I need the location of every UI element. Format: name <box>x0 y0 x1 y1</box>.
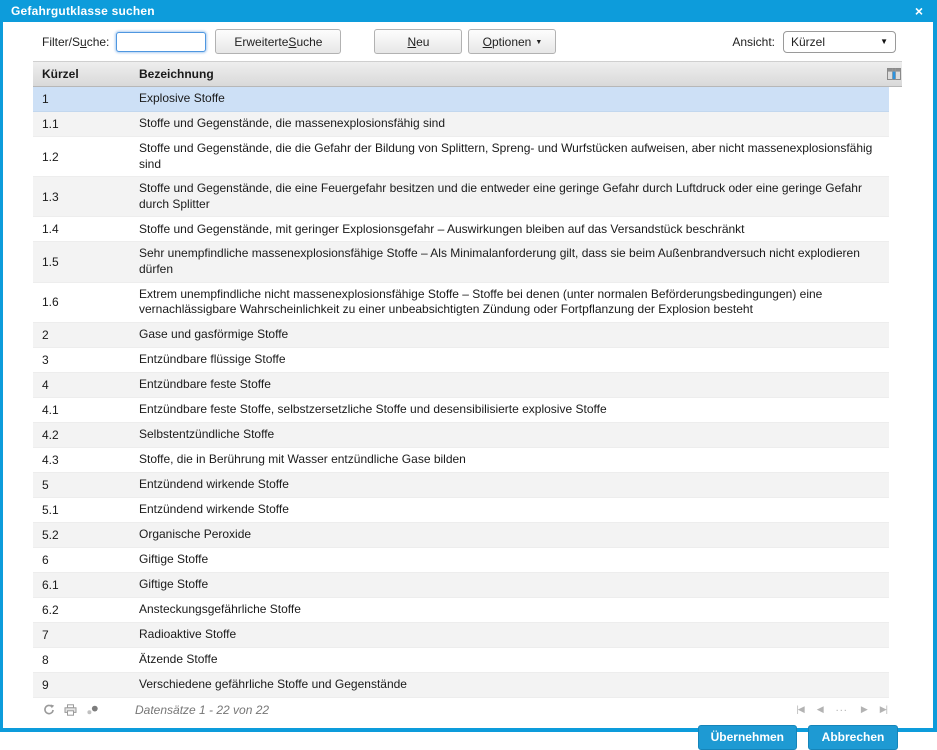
toolbar <box>3 22 933 61</box>
row-kuerzel-cell: 2 <box>42 327 49 342</box>
row-bezeichnung-cell: Explosive Stoffe <box>139 91 225 106</box>
last-page-icon[interactable]: ▶| <box>879 704 887 715</box>
table-row[interactable] <box>33 283 889 323</box>
table-row[interactable] <box>33 137 889 177</box>
row-kuerzel-cell: 1.5 <box>42 254 59 269</box>
table-row[interactable] <box>33 548 889 573</box>
next-page-icon[interactable]: ▶ <box>860 704 867 715</box>
row-bezeichnung-cell: Entzündend wirkende Stoffe <box>139 501 289 516</box>
row-bezeichnung-cell: Entzündend wirkende Stoffe <box>139 476 289 491</box>
table-row[interactable] <box>33 217 889 242</box>
dialog-title: Gefahrgutklasse suchen <box>11 4 155 18</box>
row-bezeichnung-cell: Sehr unempfindliche massenexplosionsfähige Stoffe – Als Minimalanforderung gilt, dass sie beim Außenbrandversuch nicht explodieren dürfen <box>139 246 860 276</box>
records-count-text: Datensätze 1 - 22 von 22 <box>135 702 270 717</box>
table-row[interactable] <box>33 323 889 348</box>
row-bezeichnung-cell: Organische Peroxide <box>139 526 252 541</box>
row-kuerzel-cell: 4.3 <box>42 452 59 467</box>
table-row[interactable] <box>33 498 889 523</box>
row-bezeichnung-cell: Entzündbare flüssige Stoffe <box>139 351 286 366</box>
page-ellipsis: ... <box>835 701 848 714</box>
row-kuerzel-cell: 1.1 <box>42 117 59 131</box>
row-kuerzel-cell: 4.2 <box>42 427 59 442</box>
row-kuerzel-cell: 7 <box>42 627 49 642</box>
row-kuerzel-cell: 5.2 <box>42 527 59 542</box>
column-header-kuerzel[interactable]: Kürzel <box>42 67 79 81</box>
row-bezeichnung-cell: Stoffe und Gegenstände, die die Gefahr der Bildung von Splittern, Spreng- und Wurfstücken aufweisen, aber nicht massenexplosionsfähig sind <box>139 141 873 171</box>
row-kuerzel-cell: 6.1 <box>42 577 59 592</box>
row-bezeichnung-cell: Giftige Stoffe <box>139 576 209 591</box>
footer-bar <box>33 703 902 717</box>
previous-page-icon[interactable]: ◀ <box>816 704 823 715</box>
apply-button[interactable]: Übernehmen <box>698 725 797 750</box>
row-kuerzel-cell: 6.2 <box>42 602 59 617</box>
row-kuerzel-cell: 9 <box>42 677 49 692</box>
row-kuerzel-cell: 1.2 <box>42 149 59 164</box>
first-page-icon[interactable]: |◀ <box>796 704 804 715</box>
row-bezeichnung-cell: Stoffe und Gegenstände, mit geringer Explosionsgefahr – Auswirkungen bleiben auf das Versandstück beschränkt <box>139 221 745 236</box>
row-kuerzel-cell: 5 <box>42 477 49 492</box>
search-input[interactable] <box>116 32 206 52</box>
print-icon[interactable] <box>64 704 77 716</box>
row-kuerzel-cell: 3 <box>42 352 49 367</box>
action-bar <box>3 725 898 750</box>
table-row[interactable] <box>33 373 889 398</box>
row-bezeichnung-cell: Stoffe und Gegenstände, die massenexplosionsfähig sind <box>139 116 445 131</box>
row-kuerzel-cell: 8 <box>42 652 49 667</box>
table-row[interactable] <box>33 598 889 623</box>
table-row[interactable] <box>33 623 889 648</box>
close-icon[interactable]: × <box>914 3 923 19</box>
row-kuerzel-cell: 5.1 <box>42 502 59 517</box>
table-row[interactable] <box>33 348 889 373</box>
row-bezeichnung-cell: Radioaktive Stoffe <box>139 626 237 641</box>
chevron-down-icon: ▼ <box>535 39 543 46</box>
footer-icons <box>33 704 99 716</box>
row-kuerzel-cell: 1.3 <box>42 189 59 204</box>
chevron-down-icon: ▼ <box>880 37 888 46</box>
view-select[interactable] <box>783 31 896 53</box>
row-bezeichnung-cell: Giftige Stoffe <box>139 551 209 566</box>
row-bezeichnung-cell: Entzündbare feste Stoffe <box>139 376 271 391</box>
cancel-button[interactable]: Abbrechen <box>808 725 898 750</box>
table-row[interactable] <box>33 87 889 112</box>
row-bezeichnung-cell: Selbstentzündliche Stoffe <box>139 426 275 441</box>
view-select-value: Kürzel <box>791 34 826 49</box>
new-button[interactable]: N eu <box>374 29 462 54</box>
row-bezeichnung-cell: Extrem unempfindliche nicht massenexplosionsfähige Stoffe – Stoffe bei denen (unter normalen Beförderungsbedingungen) eine vernachlässigbare Wahrscheinlichkeit zu einer unbeabsichtigten Zündung oder Fortpflanzung der Explosion besteht <box>139 286 823 317</box>
row-bezeichnung-cell: Stoffe, die in Berührung mit Wasser entzündliche Gase bilden <box>139 451 466 466</box>
table-header <box>33 61 902 87</box>
row-bezeichnung-cell: Ansteckungsgefährliche Stoffe <box>139 601 301 616</box>
pagination <box>796 701 902 716</box>
table-row[interactable] <box>33 448 889 473</box>
row-kuerzel-cell: 6 <box>42 552 49 567</box>
table-row[interactable] <box>33 398 889 423</box>
row-bezeichnung-cell: Stoffe und Gegenstände, die eine Feuergefahr besitzen und die entweder eine geringe Gefahr durch Luftdruck oder eine geringe Gefahr durch Splitter <box>139 181 862 211</box>
table-row[interactable] <box>33 242 889 282</box>
records-icon[interactable] <box>86 704 99 716</box>
row-bezeichnung-cell: Verschiedene gefährliche Stoffe und Gegenstände <box>139 676 407 691</box>
dialog-titlebar <box>3 0 933 22</box>
options-button[interactable]: O ptionen ▼ <box>468 29 556 54</box>
filter-label: Filter/Suche: <box>42 34 110 49</box>
row-bezeichnung-cell: Entzündbare feste Stoffe, selbstzersetzliche Stoffe und desensibilisierte explosive Stoffe <box>139 401 607 416</box>
row-kuerzel-cell: 1 <box>42 92 49 106</box>
row-kuerzel-cell: 1.4 <box>42 222 59 237</box>
table-body <box>33 87 902 698</box>
row-bezeichnung-cell: Gase und gasförmige Stoffe <box>139 326 289 341</box>
view-label: Ansicht: <box>732 34 775 49</box>
view-group <box>732 29 896 54</box>
row-kuerzel-cell: 4.1 <box>42 402 59 417</box>
table-row[interactable] <box>33 473 889 498</box>
row-bezeichnung-cell: Ätzende Stoffe <box>139 651 218 666</box>
refresh-icon[interactable] <box>43 704 55 716</box>
row-kuerzel-cell: 1.6 <box>42 295 59 310</box>
table-row[interactable] <box>33 423 889 448</box>
result-table <box>33 61 902 698</box>
table-row[interactable] <box>33 673 889 698</box>
table-row[interactable] <box>33 573 889 598</box>
advanced-search-button[interactable]: Erweiterte S uche <box>215 29 341 54</box>
column-settings-icon[interactable] <box>885 68 902 80</box>
column-header-bezeichnung[interactable]: Bezeichnung <box>139 67 214 81</box>
table-row[interactable] <box>33 523 889 548</box>
row-kuerzel-cell: 4 <box>42 377 49 392</box>
table-row[interactable] <box>33 177 889 217</box>
table-row[interactable] <box>33 648 889 673</box>
table-row[interactable] <box>33 112 889 137</box>
